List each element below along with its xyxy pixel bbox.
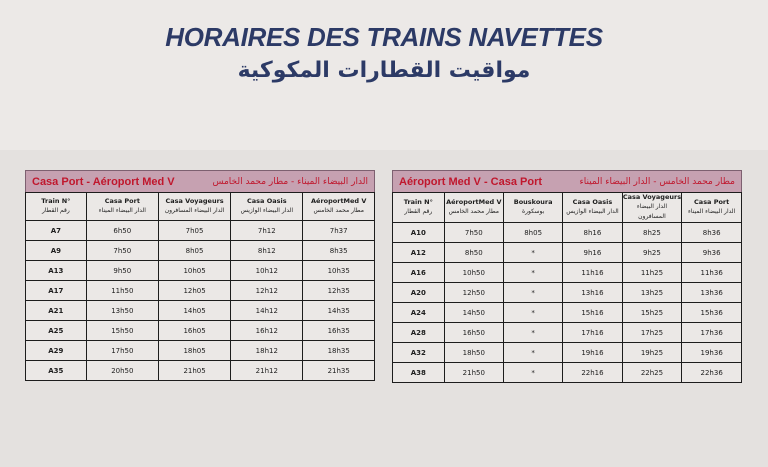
train-number-cell: A20 [393, 283, 445, 303]
column-header-aeroport: AéroportMed V مطار محمد الخامس [444, 193, 503, 223]
header-row [393, 193, 742, 223]
table-row [26, 221, 375, 241]
time-cell: 13h36 [682, 283, 742, 303]
time-cell: 9h16 [563, 243, 622, 263]
table-row [26, 321, 375, 341]
table-row [393, 263, 742, 283]
time-cell: 17h36 [682, 323, 742, 343]
time-cell: 17h50 [86, 341, 158, 361]
time-cell: 15h16 [563, 303, 622, 323]
time-cell: 14h05 [158, 301, 230, 321]
time-cell: * [503, 263, 562, 283]
time-cell: 13h25 [622, 283, 682, 303]
table-row [393, 223, 742, 243]
train-number-cell: A9 [26, 241, 87, 261]
table-row [26, 281, 375, 301]
route-header [392, 170, 742, 192]
time-cell: 14h12 [231, 301, 303, 321]
time-cell: 16h35 [303, 321, 375, 341]
time-cell: 8h16 [563, 223, 622, 243]
column-header-casa-voyageurs: Casa Voyageurs الدار البيضاء المسافرون [622, 193, 682, 223]
time-cell: 9h36 [682, 243, 742, 263]
route-title-arabic: الدار البيضاء الميناء - مطار محمد الخامس [212, 176, 368, 187]
time-cell: 12h05 [158, 281, 230, 301]
table-row [26, 301, 375, 321]
time-cell: 20h50 [86, 361, 158, 381]
time-cell: 12h35 [303, 281, 375, 301]
time-cell: 10h12 [231, 261, 303, 281]
time-cell: * [503, 323, 562, 343]
time-cell: 13h50 [86, 301, 158, 321]
train-number-cell: A12 [393, 243, 445, 263]
time-cell: 9h25 [622, 243, 682, 263]
route-header [25, 170, 375, 192]
time-cell: 7h05 [158, 221, 230, 241]
train-number-cell: A35 [26, 361, 87, 381]
train-number-cell: A21 [26, 301, 87, 321]
time-cell: 11h25 [622, 263, 682, 283]
train-number-cell: A16 [393, 263, 445, 283]
time-cell: * [503, 363, 562, 383]
time-cell: 21h12 [231, 361, 303, 381]
column-header-casa-oasis: Casa Oasis الدار البيضاء الوازيس [563, 193, 622, 223]
train-number-cell: A29 [26, 341, 87, 361]
time-cell: 12h50 [444, 283, 503, 303]
timetable [25, 192, 375, 381]
header-row [26, 193, 375, 221]
time-cell: 19h25 [622, 343, 682, 363]
column-header-casa-voyageurs: Casa Voyageurs الدار البيضاء المسافرون [158, 193, 230, 221]
column-header-train: Train N° رقم القطار [26, 193, 87, 221]
time-cell: * [503, 243, 562, 263]
time-cell: 15h25 [622, 303, 682, 323]
column-header-train: Train N° رقم القطار [393, 193, 445, 223]
time-cell: 22h16 [563, 363, 622, 383]
time-cell: 16h50 [444, 323, 503, 343]
time-cell: 8h05 [503, 223, 562, 243]
train-number-cell: A7 [26, 221, 87, 241]
column-header-bouskoura: Bouskoura بوسكورة [503, 193, 562, 223]
train-number-cell: A10 [393, 223, 445, 243]
train-number-cell: A24 [393, 303, 445, 323]
column-header-casa-port: Casa Port الدار البيضاء الميناء [86, 193, 158, 221]
page-title-arabic: مواقيت القطارات المكوكية [237, 58, 531, 83]
table-row [26, 261, 375, 281]
time-cell: 18h12 [231, 341, 303, 361]
page-title-french: HORAIRES DES TRAINS NAVETTES [165, 22, 603, 52]
table-row [393, 243, 742, 263]
time-cell: 21h35 [303, 361, 375, 381]
time-cell: 22h36 [682, 363, 742, 383]
train-number-cell: A17 [26, 281, 87, 301]
time-cell: 8h36 [682, 223, 742, 243]
train-number-cell: A13 [26, 261, 87, 281]
table-row [393, 303, 742, 323]
time-cell: 8h12 [231, 241, 303, 261]
time-cell: 8h25 [622, 223, 682, 243]
time-cell: 14h50 [444, 303, 503, 323]
time-cell: 12h12 [231, 281, 303, 301]
route-title-french: Casa Port - Aéroport Med V [32, 175, 175, 188]
time-cell: 13h16 [563, 283, 622, 303]
time-cell: 14h35 [303, 301, 375, 321]
time-cell: 8h35 [303, 241, 375, 261]
time-cell: 7h12 [231, 221, 303, 241]
route-title-arabic: مطار محمد الخامس - الدار البيضاء الميناء [579, 176, 735, 187]
time-cell: 10h50 [444, 263, 503, 283]
time-cell: 18h35 [303, 341, 375, 361]
time-cell: * [503, 303, 562, 323]
table-row [26, 341, 375, 361]
column-header-casa-oasis: Casa Oasis الدار البيضاء الوازيس [231, 193, 303, 221]
time-cell: 21h05 [158, 361, 230, 381]
time-cell: 21h50 [444, 363, 503, 383]
table-row [393, 343, 742, 363]
time-cell: 11h16 [563, 263, 622, 283]
timetable [392, 192, 742, 383]
column-header-aeroport: AéroportMed V مطار محمد الخامس [303, 193, 375, 221]
time-cell: 15h50 [86, 321, 158, 341]
time-cell: 18h05 [158, 341, 230, 361]
time-cell: 17h25 [622, 323, 682, 343]
time-cell: * [503, 343, 562, 363]
time-cell: 8h50 [444, 243, 503, 263]
time-cell: 7h37 [303, 221, 375, 241]
time-cell: 19h36 [682, 343, 742, 363]
table-row [26, 241, 375, 261]
train-number-cell: A25 [26, 321, 87, 341]
time-cell: 16h05 [158, 321, 230, 341]
time-cell: 16h12 [231, 321, 303, 341]
time-cell: 10h35 [303, 261, 375, 281]
time-cell: 18h50 [444, 343, 503, 363]
train-number-cell: A32 [393, 343, 445, 363]
time-cell: 15h36 [682, 303, 742, 323]
schedule-casaport-to-airport [25, 170, 375, 381]
table-row [393, 283, 742, 303]
time-cell: 22h25 [622, 363, 682, 383]
time-cell: * [503, 283, 562, 303]
table-row [393, 363, 742, 383]
column-header-casa-port: Casa Port الدار البيضاء الميناء [682, 193, 742, 223]
time-cell: 10h05 [158, 261, 230, 281]
schedule-airport-to-casaport [392, 170, 742, 383]
route-title-french: Aéroport Med V - Casa Port [399, 175, 543, 188]
table-row [26, 361, 375, 381]
time-cell: 17h16 [563, 323, 622, 343]
train-number-cell: A38 [393, 363, 445, 383]
train-number-cell: A28 [393, 323, 445, 343]
time-cell: 7h50 [444, 223, 503, 243]
time-cell: 11h50 [86, 281, 158, 301]
time-cell: 9h50 [86, 261, 158, 281]
time-cell: 6h50 [86, 221, 158, 241]
table-row [393, 323, 742, 343]
time-cell: 11h36 [682, 263, 742, 283]
time-cell: 19h16 [563, 343, 622, 363]
time-cell: 8h05 [158, 241, 230, 261]
time-cell: 7h50 [86, 241, 158, 261]
